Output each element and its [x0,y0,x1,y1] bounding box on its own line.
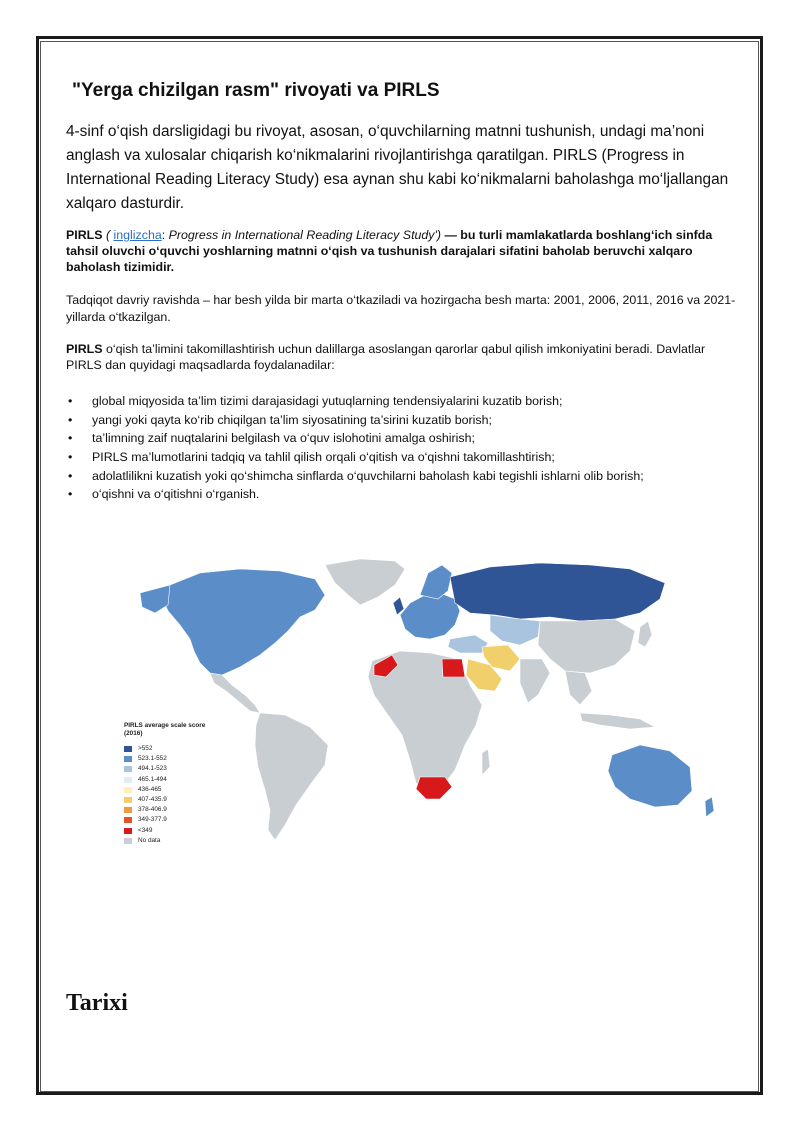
legend-label: <349 [138,826,153,834]
legend-item [124,754,205,764]
page-title: "Yerga chizilgan rasm" rivoyati va PIRLS [72,80,440,101]
bullet-symbol: • [68,468,73,483]
purpose-list [66,392,746,504]
list-item [66,392,746,411]
legend-item [124,836,205,846]
legend-item [124,744,205,754]
east-asia-shape [538,619,635,673]
lang-link-inglizcha[interactable]: inglizcha [113,228,162,242]
legend-label: 407-435.9 [138,795,167,803]
legend-swatch [124,746,132,752]
legend-swatch [124,838,132,844]
list-item-text: adolatlilikni kuzatish yoki qo‘shimcha sinflarda o‘quvchilarni baholash kabi tegishli ishlarni olib borish; [92,468,644,483]
english-name: Progress in International Reading Literacy Study [168,228,435,242]
list-item-text: o‘qishni va o‘qitishni o‘rganish. [92,487,260,502]
legend-label: 494.1-523 [138,765,167,773]
legend-swatch [124,797,132,803]
usage-text: o‘qish ta’limini takomillashtirish uchun dalillarga asoslangan qarorlar qabul qilish imkoniyatini beradi. Davlatlar PIRLS dan quyidagi maqsadlarda foydalanadilar: [66,342,706,372]
legend-swatch [124,817,132,823]
list-item-text: yangi yoki qayta ko‘rib chiqilgan ta’lim siyosatining ta’sirini kuzatib borish; [92,412,492,427]
list-item-text: ta’limning zaif nuqtalarini belgilash va o‘quv islohotini amalga oshirish; [92,431,475,446]
pirls-definition [66,227,744,275]
legend-label: >552 [138,745,153,752]
pirls-abbr: PIRLS [66,228,103,242]
definition-rest: — bu turli mamlakatlarda boshlang‘ich sinfda tahsil oluvchi o‘quvchi yoshlarning matnni o‘qish va tushunish darajalari sifatini baholab beruvchi xalqaro baholash tizimidir. [66,228,713,274]
legend-swatch [124,766,132,772]
south-america-shape [255,713,328,840]
legend-label: No data [138,836,161,844]
central-asia-shape [490,615,540,645]
paren-close: ') [434,228,441,242]
legend-title: PIRLS average scale score [124,722,206,729]
legend-item [124,815,205,825]
list-item-text: PIRLS ma’lumotlarini tadqiq va tahlil qilish orqali o‘qitish va o‘qishni takomillashtirish; [92,450,555,465]
japan-shape [638,621,652,647]
legend-swatch [124,828,132,834]
legend-label: 465.1-494 [138,775,167,783]
legend-swatch [124,807,132,813]
legend-item [124,785,205,795]
new-zealand-shape [705,797,714,817]
bullet-symbol: • [68,450,73,465]
legend-label: 436-465 [138,785,162,793]
world-map [110,555,760,855]
legend-item [124,795,205,805]
legend-label: 378-406.9 [138,806,167,814]
southeast-asia-shape [565,671,592,705]
list-item [66,448,746,467]
colon: : [161,228,169,242]
scandinavia-shape [420,565,452,599]
central-america-shape [210,673,260,713]
legend-label: 523.1-552 [138,755,167,763]
greenland-shape [325,559,405,605]
list-item-text: global miqyosida ta’lim tizimi darajasidagi yutuqlarning tendensiyalarini kuzatib borish; [92,394,563,408]
list-item [66,429,746,448]
north-america-shape [162,569,325,675]
legend-swatch [124,777,132,783]
middle-east-shape [448,635,488,653]
legend-swatch [124,787,132,793]
india-shape [520,659,550,703]
bullet-symbol: • [68,431,73,446]
australia-shape [608,745,692,807]
legend-item [124,764,205,774]
madagascar-shape [482,749,490,775]
list-item [66,411,746,430]
bullet-symbol: • [68,487,73,502]
south-africa-shape [416,777,452,799]
intro-paragraph: 4-sinf o‘qish darsligidagi bu rivoyat, asosan, o‘quvchilarning matnni tushunish, undagi ma’noni anglash va xulosalar chiqarish ko‘nikmalarini rivojlantirishga qaratilgan. PIRLS (Progress in International Reading Literacy Study) esa aynan shu kabi ko‘nikmalarni baholashga mo‘ljallangan xalqaro dasturdir. [66,123,729,212]
legend-item [124,775,205,785]
legend-label: 349-377.9 [138,816,167,824]
russia-shape [450,563,665,621]
indonesia-shape [580,713,655,729]
legend-item [124,805,205,815]
legend-item [124,826,205,836]
pirls-abbr-2: PIRLS [66,342,103,356]
egypt-shape [442,659,465,677]
usage-paragraph [66,341,744,373]
list-item [66,485,746,504]
bullet-symbol: • [68,412,73,427]
europe-shape [400,593,460,639]
history-paragraph: Tadqiqot davriy ravishda – har besh yilda bir marta o‘tkaziladi va hozirgacha besh marta: 2001, 2006, 2011, 2016 va 2021-yillarda o‘tkazilgan. [66,293,736,324]
bullet-symbol: • [68,394,73,408]
legend-subtitle: (2016) [124,730,143,737]
alaska-shape [140,585,170,613]
map-legend [124,722,205,846]
legend-swatch [124,756,132,762]
paren-open: ( [102,228,114,242]
section-heading-tarixi: Tarixi [66,990,128,1016]
list-item [66,467,746,486]
